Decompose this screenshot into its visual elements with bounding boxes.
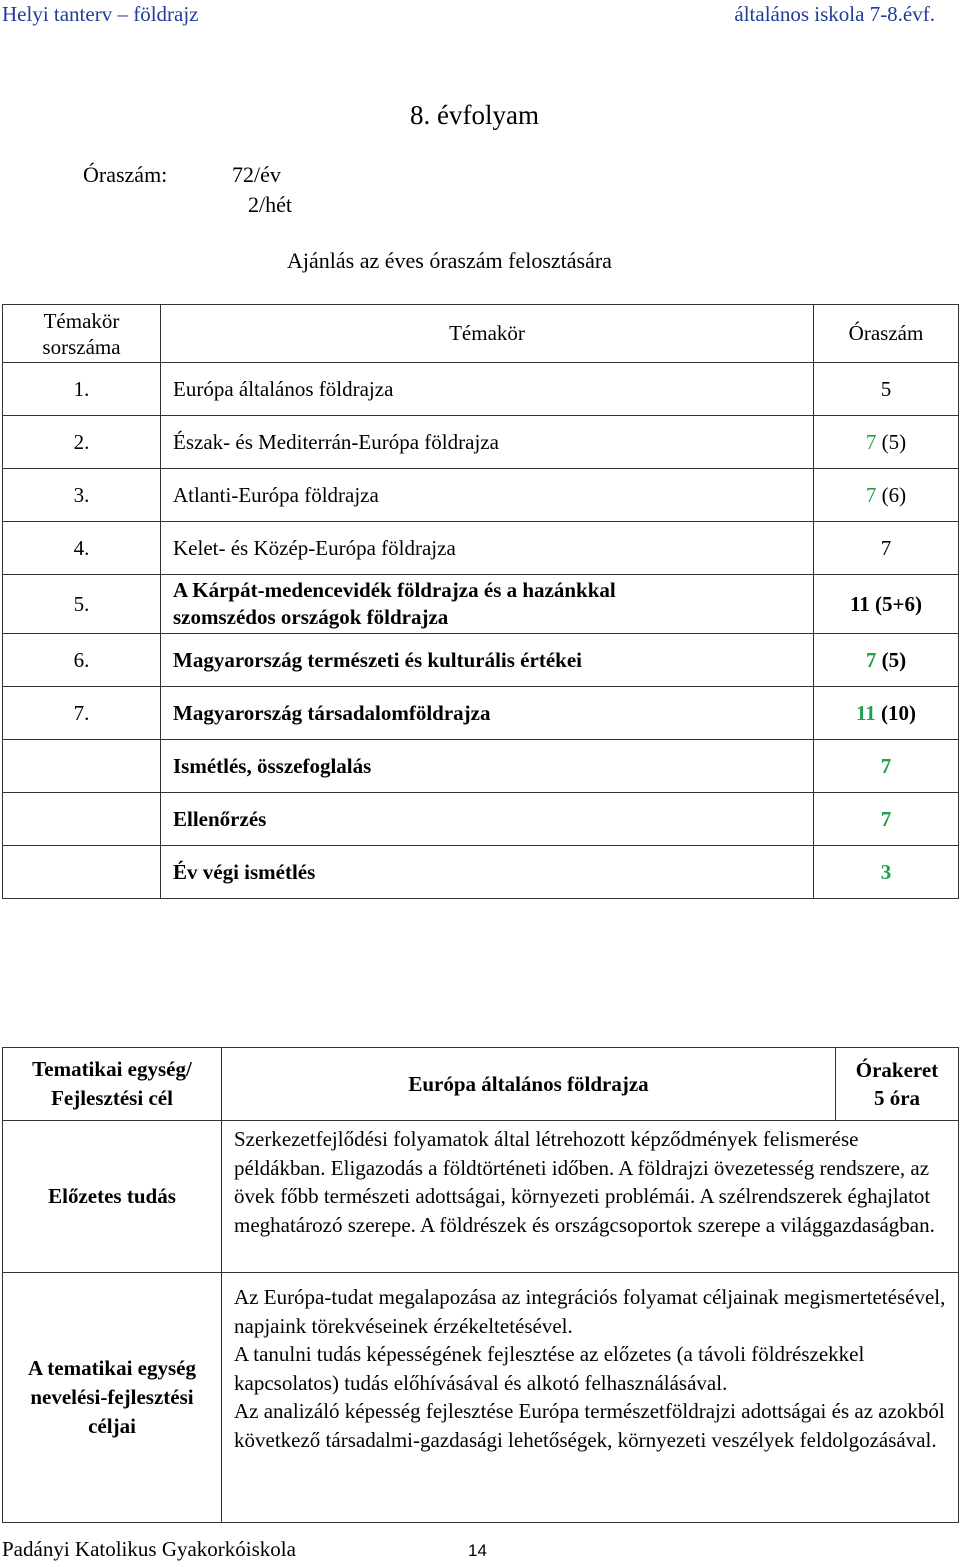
table-row (3, 687, 959, 740)
header-topic: Témakör (161, 305, 814, 363)
hour-frame-label: Órakeret (855, 1058, 939, 1082)
row-hours (814, 793, 959, 846)
table-row (3, 634, 959, 687)
row-hours-main: 11 (5+6) (849, 591, 923, 616)
row-hours-main: 11 (855, 700, 876, 725)
row-hours (814, 740, 959, 793)
row-hours (814, 575, 959, 634)
header-number-line2: sorszáma (42, 334, 121, 359)
row-hours-extra: (5) (876, 647, 907, 672)
row-hours-main: 7 (865, 647, 877, 672)
row-hours-main: 7 (880, 535, 892, 560)
row-number (3, 740, 161, 793)
row-number (3, 793, 161, 846)
row-number: 4. (3, 522, 161, 575)
row-topic: Év végi ismétlés (161, 846, 814, 899)
row-number: 7. (3, 687, 161, 740)
row-number: 6. (3, 634, 161, 687)
row-topic: Kelet- és Közép-Európa földrajza (161, 522, 814, 575)
row-hours-main: 7 (865, 429, 877, 454)
row-topic: Ismétlés, összefoglalás (161, 740, 814, 793)
row-hours (814, 634, 959, 687)
unit-title: Európa általános földrajza (222, 1048, 836, 1121)
goals-label-line1: A tematikai egység (28, 1356, 196, 1380)
row-hours-main: 3 (880, 859, 892, 884)
unit-goal-label-line2: Fejlesztési cél (51, 1086, 173, 1110)
row-hours-main: 7 (865, 482, 877, 507)
unit-header-row (3, 1048, 959, 1121)
row-topic (161, 575, 814, 634)
table-row (3, 575, 959, 634)
table-row (3, 740, 959, 793)
prior-knowledge-row (3, 1121, 959, 1273)
row-hours-extra: (10) (875, 700, 917, 725)
unit-goal-label (3, 1048, 222, 1121)
prior-knowledge-label: Előzetes tudás (3, 1121, 222, 1273)
row-hours-extra: (6) (876, 482, 907, 507)
row-hours (814, 363, 959, 416)
table-row (3, 416, 959, 469)
goals-paragraph: Az analizáló képesség fejlesztése Európa természetföldrajzi adottságai és az azokból következő társadalmi-gazdasági lehetőségek, környezeti veszélyek feldolgozásával. (234, 1399, 945, 1452)
goals-label-line2: nevelési-fejlesztési (30, 1385, 194, 1409)
row-hours (814, 846, 959, 899)
row-topic: Európa általános földrajza (161, 363, 814, 416)
table-row (3, 793, 959, 846)
footer-school: Padányi Katolikus Gyakorkóiskola (2, 1537, 296, 1561)
unit-table (2, 1047, 959, 1523)
goals-paragraph: A tanulni tudás képességének fejlesztése az előzetes (a távoli földrészekkel kapcsolatos) tudás előhívásával és alkotó felhasználásával. (234, 1342, 865, 1395)
header-number (3, 305, 161, 363)
topics-table (2, 304, 959, 899)
header-left: Helyi tanterv – földrajz (2, 2, 199, 26)
row-number: 3. (3, 469, 161, 522)
row-hours-extra: (5) (876, 429, 907, 454)
hours-per-year: 72/év (232, 162, 281, 187)
recommendation-title: Ajánlás az éves óraszám felosztására (287, 248, 612, 273)
goals-text (222, 1273, 959, 1523)
row-number: 2. (3, 416, 161, 469)
prior-knowledge-text: Szerkezetfejlődési folyamatok által létrehozott képződmények felismerése példákban. Eligazodás a földtörténeti időben. A földrajzi övezetesség rendszere, az övek főbb természeti adottságai, környezeti problémái. A szélrendszerek éghajlatot meghatározó szerepe. A földrészek és országcsoportok szerepe a világgazdaságban. (222, 1121, 959, 1273)
row-hours (814, 416, 959, 469)
row-hours (814, 522, 959, 575)
hours-per-week: 2/hét (248, 192, 292, 217)
row-topic: Atlanti-Európa földrajza (161, 469, 814, 522)
row-topic-line2: szomszédos országok földrajza (173, 605, 449, 629)
page-number: 14 (468, 1541, 487, 1560)
goals-paragraph: Az Európa-tudat megalapozása az integrációs folyamat céljainak megismertetésével, napjaink törekvéseinek érzékeltetésével. (234, 1285, 946, 1338)
row-number (3, 846, 161, 899)
goals-label-line3: céljai (88, 1414, 136, 1438)
grade-title: 8. évfolyam (410, 100, 539, 130)
row-topic-line1: A Kárpát-medencevidék földrajza és a hazánkkal (173, 578, 616, 602)
table-row (3, 363, 959, 416)
hours-label: Óraszám: (83, 162, 168, 187)
header-hours: Óraszám (814, 305, 959, 363)
row-hours-main: 5 (880, 376, 892, 401)
header-number-line1: Témakör (43, 308, 120, 333)
row-hours (814, 687, 959, 740)
hour-frame (836, 1048, 959, 1121)
row-number: 5. (3, 575, 161, 634)
table-row (3, 846, 959, 899)
row-hours (814, 469, 959, 522)
row-hours-main: 7 (880, 806, 892, 831)
row-topic: Ellenőrzés (161, 793, 814, 846)
row-hours-main: 7 (880, 753, 892, 778)
header-right: általános iskola 7-8.évf. (734, 2, 935, 26)
unit-goal-label-line1: Tematikai egység/ (32, 1057, 192, 1081)
table-row (3, 522, 959, 575)
row-topic: Magyarország természeti és kulturális értékei (161, 634, 814, 687)
goals-label (3, 1273, 222, 1523)
row-number: 1. (3, 363, 161, 416)
table-row (3, 469, 959, 522)
topics-table-header (3, 305, 959, 363)
row-topic: Magyarország társadalomföldrajza (161, 687, 814, 740)
goals-row (3, 1273, 959, 1523)
row-topic: Észak- és Mediterrán-Európa földrajza (161, 416, 814, 469)
hour-frame-value: 5 óra (873, 1086, 921, 1110)
